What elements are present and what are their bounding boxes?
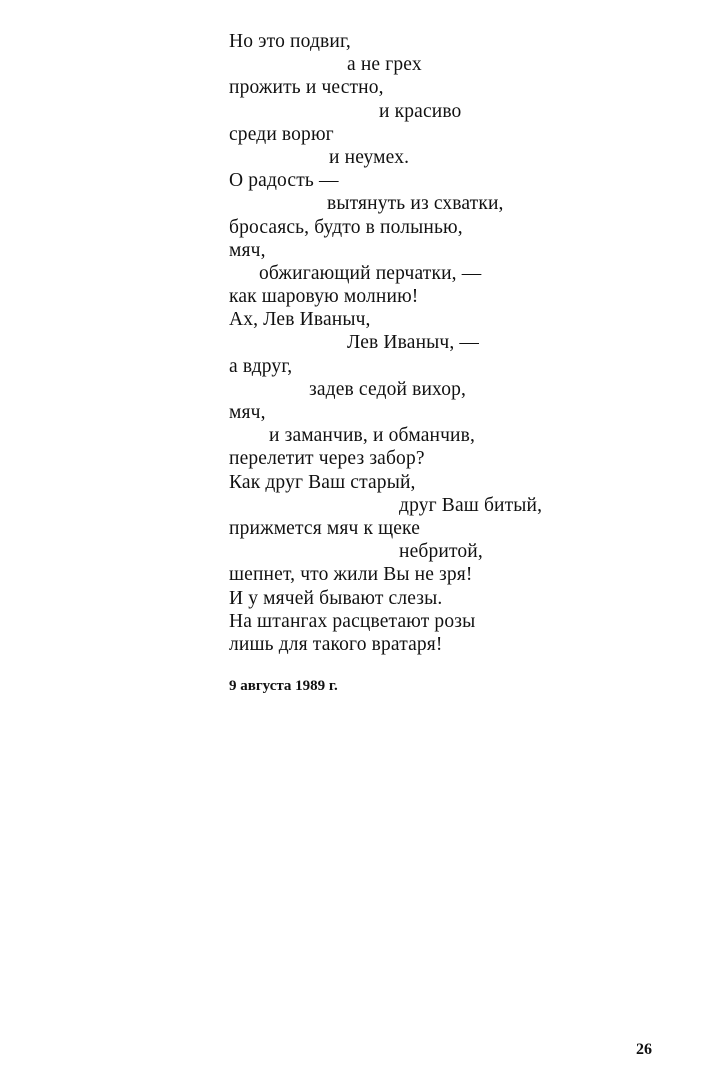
poem-line: и неумех.	[329, 146, 410, 168]
poem-line: бросаясь, будто в полынью,	[229, 216, 463, 238]
poem-line: небритой,	[399, 541, 483, 563]
poem-line: как шаровую молнию!	[229, 286, 419, 308]
poem-line: лишь для такого вратаря!	[229, 633, 443, 655]
poem-line: задев седой вихор,	[309, 378, 467, 400]
poem-line: мяч,	[229, 402, 266, 423]
poem-line: обжигающий перчатки, —	[259, 262, 482, 284]
page-number: 26	[636, 1041, 652, 1058]
poem-line: О радость —	[229, 170, 339, 192]
poem-line: шепнет, что жили Вы не зря!	[229, 564, 473, 586]
poem-line: и заманчив, и обманчив,	[269, 425, 476, 447]
poem-line: а вдруг,	[229, 355, 293, 377]
poem-line: среди ворюг	[229, 123, 334, 145]
poem-line: И у мячей бывают слезы.	[229, 587, 443, 609]
poem-line: друг Ваш битый,	[399, 494, 543, 516]
poem-line: Как друг Ваш старый,	[229, 471, 416, 493]
poem-line: и красиво	[379, 100, 462, 122]
poem-line: Лев Иваныч, —	[347, 332, 480, 354]
poem-line: Но это подвиг,	[229, 31, 351, 52]
poem-line: вытянуть из схватки,	[327, 193, 504, 215]
poem-line: Ах, Лев Иваныч,	[229, 309, 371, 331]
poem-line: а не грех	[347, 54, 422, 76]
poem-line: перелетит через забор?	[229, 448, 425, 470]
poem-line: прожить и честно,	[229, 77, 384, 99]
poem-date: 9 августа 1989 г.	[229, 678, 338, 694]
poem-line: На штангах расцветают розы	[229, 610, 476, 632]
poem-line: мяч,	[229, 239, 266, 261]
poem-body	[229, 30, 629, 656]
poem-line: прижмется мяч к щеке	[229, 517, 421, 539]
